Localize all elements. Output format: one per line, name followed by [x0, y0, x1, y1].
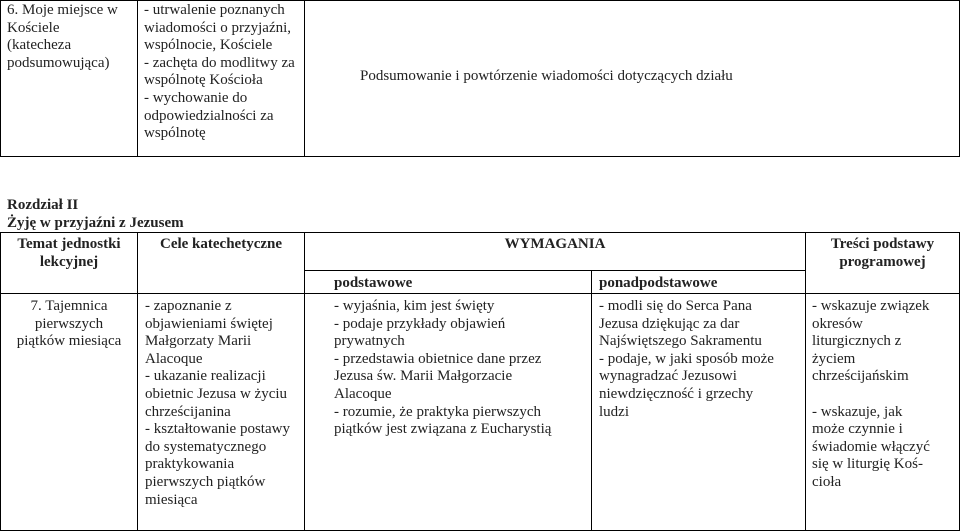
chapter-number: Rozdział II — [7, 197, 79, 213]
text-line: pierwszych — [34, 315, 104, 332]
column-divider — [304, 0, 305, 157]
lesson-topic-cell — [7, 2, 118, 72]
text-line: wspólnocie, Kościele — [144, 37, 273, 54]
text-line: - wyjaśnia, kim jest święty — [334, 298, 495, 314]
curriculum-cell — [812, 298, 930, 492]
text-line: - zachęta do modlitwy za — [144, 54, 295, 71]
text-line: Alacoque — [334, 385, 392, 402]
header-curriculum — [806, 236, 959, 271]
column-divider — [137, 0, 138, 157]
text-line: podsumowująca) — [7, 54, 110, 71]
text-line: Jezusa dziękując za dar — [599, 315, 740, 332]
lesson-topic-cell — [1, 298, 137, 351]
text-line: wiadomości o przyjaźni, — [144, 19, 292, 36]
text-line: - wychowanie do — [144, 89, 248, 106]
text-line: okresów — [812, 315, 863, 332]
column-divider — [137, 232, 138, 531]
text-line: piątków jest związana z Eucharystią — [334, 421, 552, 438]
header-text-line: Temat jednostki — [17, 236, 121, 252]
table-border-bottom — [0, 156, 960, 157]
column-divider — [805, 232, 806, 531]
text-line: Kościele — [7, 19, 60, 36]
text-line: - podaje przykłady objawień — [334, 315, 506, 332]
basic-requirements-cell — [334, 298, 551, 439]
header-lesson-topic — [1, 236, 137, 271]
text-line: ludzi — [599, 403, 629, 420]
text-line: - kształtowanie postawy — [145, 421, 290, 438]
text-line: liturgicznych z — [812, 333, 902, 350]
header-divider — [304, 270, 805, 271]
header-basic: podstawowe — [334, 275, 413, 291]
text-line: - rozumie, że praktyka pierwszych — [334, 403, 541, 420]
text-line: się w liturgię Koś- — [812, 456, 923, 473]
chapter-title: Żyję w przyjaźni z Jezusem — [7, 215, 184, 231]
column-divider — [591, 270, 592, 531]
text-line: może czynnie i — [812, 421, 903, 438]
table-border-top — [0, 232, 960, 233]
text-line: - wskazuje związek — [812, 298, 930, 314]
column-divider — [304, 232, 305, 531]
header-text-line: lekcyjnej — [39, 253, 99, 270]
text-line: świadomie włączyć — [812, 438, 930, 455]
text-line: 7. Tajemnica — [30, 298, 108, 314]
text-line: miesiąca — [145, 491, 198, 508]
text-line: - modli się do Serca Pana — [599, 298, 752, 314]
text-line: odpowiedzialności za — [144, 107, 274, 124]
text-line: - przedstawia obietnice dane przez — [334, 350, 542, 367]
header-text-line: programowej — [839, 253, 926, 270]
text-line: chrześcijanina — [145, 403, 231, 420]
text-line: objawieniami świętej — [145, 315, 273, 332]
table-border-top — [0, 0, 960, 1]
header-text-line: Treści podstawy — [830, 236, 935, 252]
text-line: Małgorzaty Marii — [145, 333, 252, 350]
header-requirements: WYMAGANIA — [504, 236, 606, 252]
goals-cell — [144, 2, 295, 143]
text-line: pierwszych piątków — [145, 473, 266, 490]
text-line: chrześcijańskim — [812, 368, 909, 385]
text-line: wspólnotę — [144, 125, 206, 142]
header-border-bottom — [0, 293, 960, 294]
text-line: - ukazanie realizacji — [145, 368, 266, 385]
header-goals: Cele katechetyczne — [159, 236, 283, 252]
text-line: prywatnych — [334, 333, 405, 350]
text-line: Alacoque — [145, 350, 203, 367]
text-line: wspólnotę Kościoła — [144, 72, 263, 89]
text-line: praktykowania — [145, 456, 235, 473]
text-line: do systematycznego — [145, 438, 267, 455]
text-line: niewdzięczność i grzechy — [599, 385, 754, 402]
advanced-requirements-cell — [599, 298, 774, 421]
text-line: cioła — [812, 473, 842, 490]
text-line: życiem — [812, 350, 856, 367]
text-line: - utrwalenie poznanych — [144, 2, 285, 18]
text-line: - podaje, w jaki sposób może — [599, 350, 774, 367]
text-line: obietnic Jezusa w życiu — [145, 385, 288, 402]
blank-line — [812, 386, 930, 404]
goals-cell — [145, 298, 290, 509]
text-line: wynagradzać Jezusowi — [599, 368, 737, 385]
table-border-left — [0, 0, 1, 157]
text-line: 6. Moje miejsce w — [7, 2, 118, 18]
text-line: Jezusa św. Marii Małgorzacie — [334, 368, 513, 385]
summary-text: Podsumowanie i powtórzenie wiadomości dotyczących działu — [360, 68, 733, 84]
header-advanced: ponadpodstawowe — [599, 275, 718, 291]
text-line: Najświętszego Sakramentu — [599, 333, 762, 350]
text-line: (katecheza — [7, 37, 72, 54]
table-border-left — [0, 232, 1, 531]
text-line: piątków miesiąca — [16, 333, 122, 350]
text-line: - wskazuje, jak — [812, 403, 903, 420]
text-line: - zapoznanie z — [145, 298, 232, 314]
